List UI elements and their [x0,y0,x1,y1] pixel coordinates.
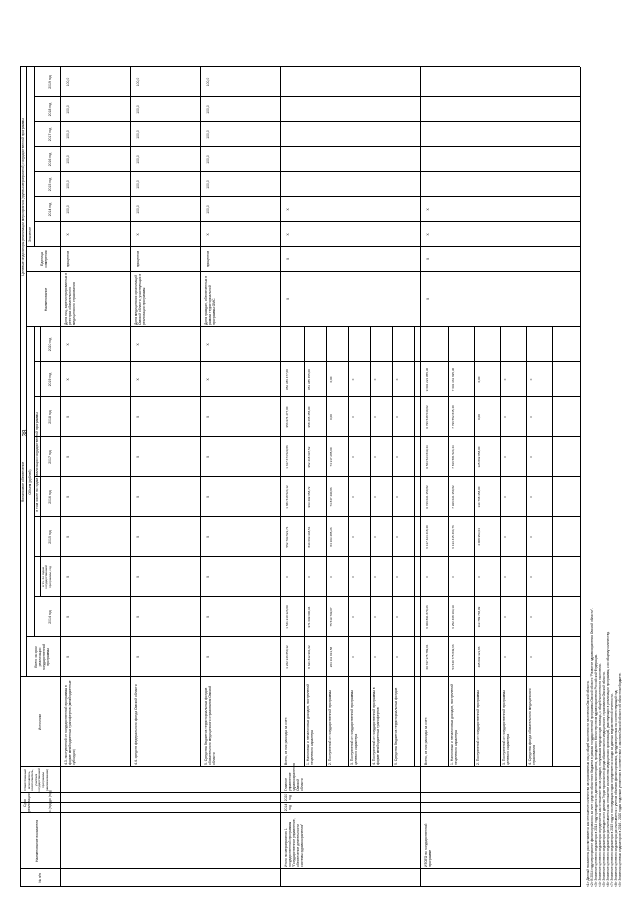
header-ind-year: 2015 год [48,177,52,192]
value-cell: 6 137 424 418,40 [425,525,429,549]
cell-x: X [206,343,210,346]
cell-x: X [426,297,430,301]
cell-x: X [136,535,140,539]
value-cell: 9 691 221 955,30 [425,367,429,392]
header-unit: Единица измерения [40,250,48,268]
cell-x: X [66,343,70,346]
value-cell: X [395,536,399,539]
cell-x: X [206,655,210,659]
value-cell: X [395,576,399,579]
col-line [34,171,580,172]
value-cell: X [503,536,507,539]
value-cell: X [529,616,533,619]
cell-x: X [66,495,70,499]
indicator-unit: процентов [66,250,70,268]
header-year: 2019 год [48,372,52,387]
cell-x: X [66,615,70,619]
row-line [326,327,327,767]
cell-x: X [286,297,290,301]
col-line [26,636,580,637]
cell-x: X [206,415,210,419]
header-target-group: Целевые индикаторы реализации мероприятия (группы мероприятий) государственной программы [21,118,25,276]
value-cell: 7 926 021 350,82 [451,485,455,509]
value-cell: X [373,536,377,539]
header-year: в т.ч. по годам государственной программы, год [41,565,52,589]
cell-x: X [206,575,210,579]
value-cell: X [351,616,355,619]
value-cell: X [503,616,507,619]
indicator-value: 100,0 [206,180,210,189]
header-line-1 [26,67,27,677]
footnote: <1> Данный показатель рассчитывается как отношение количества застрахованных лиц к общей численности населения Омской области. [586,680,590,887]
cell-x: X [206,378,210,381]
row-line [370,327,371,767]
col-line [34,221,580,222]
row-line [448,327,449,767]
value-cell: X [307,576,311,579]
value-cell: X [529,416,533,419]
source-cell: Всего, из них расходы за счет: [424,717,428,765]
col-line [20,676,580,677]
value-cell: 125 862 858,00 [477,446,481,468]
value-cell: 0,00 [329,376,333,383]
value-cell: X [351,576,355,579]
header-base: Значение [28,226,32,243]
indicator-base: X [206,233,210,236]
cell-x: X [286,208,290,211]
cell-x: X [136,455,140,459]
value-cell: 6 409 891 870,26 [425,605,429,629]
source-cell: 4.4. средств федерального фонда Омской области [134,684,138,765]
header-ind-year: 2019 год [48,75,52,89]
value-cell: 69 797 375 789,01 [425,644,429,670]
header-year: 2014 год [48,610,52,624]
value-cell: 9 796 548 540,02 [425,405,429,429]
value-cell: 8 621 812 901,62 [307,645,311,669]
indicator-value: 100,0 [66,205,70,214]
value-cell: X [395,616,399,619]
footnote: <9> Значения целевых индикаторов в 2016 - 2020 годах подлежат уточнению в соответствии с законом Омской области об областном бюджете. [618,672,622,887]
value-cell: X [395,378,399,381]
value-cell: X [503,378,507,381]
header-indicator-name: Наименование [44,287,48,312]
indicator-value: 100,0 [206,105,210,114]
footnote: <6> Значение целевого индикатора рассчитывается как отношение количества медицинских организаций, участвующих в реализации программы, к их общему количеству. [606,631,610,887]
value-cell: 7 691 361 695,30 [451,367,455,392]
table-border-bottom [580,67,581,887]
value-cell: 9 563 524 839,43 [425,445,429,469]
value-cell: X [373,496,377,499]
row-line [200,67,201,767]
row-line [304,327,305,767]
indicator-name: Доля медицинских организаций Омской области, участвующих в реализации программы [134,273,146,325]
value-cell: X [373,656,377,659]
value-cell: 552 793 523,71 [285,526,289,548]
header-by-years: в том числе по годам реализации государственной программы [35,412,39,512]
header-start: с (год) [48,802,52,812]
cell-x: X [206,495,210,499]
source-cell: 1. Налоговых и неналоговых доходов, поступлений нецелевого характера [306,683,314,765]
cell-x: X [426,208,430,211]
indicator-value: 100,0 [206,77,210,87]
source-cell: 3. Поступлений от государственной программы целевого характера [502,690,510,765]
value-cell: X [351,656,355,659]
value-cell: X [503,456,507,459]
source-cell: Всего, из них расходы за счет: [284,717,288,765]
value-cell: X [425,576,429,579]
footnote: <3> Значение целевого индикатора в 2014 году приводится по данным мониторинга, проводимого Министерством здравоохранения Российской Федерации. [594,653,598,887]
indicator-unit: процентов [206,250,210,268]
col-line [20,802,580,803]
totals-1-executor: Главное управление здравоохранения Омской области [284,763,304,791]
header-end: до (год) [48,789,52,802]
cell-x: X [426,257,430,261]
col-line [34,146,580,147]
source-cell: 3. Поступлений от государственной программы целевого характера [350,690,358,765]
source-cell: 4. Средства фонда обязательного медицинского страхования [528,688,536,765]
value-cell: X [329,576,333,579]
footnote: <7> Значение целевого индикатора в 2015 году и последующих годах определяется исходя из данных ведомственной отчетности. [610,693,614,887]
source-cell: 5. Средства бюджетов территориальных фондов обязательного медицинского страхования Омской области [204,685,216,765]
value-cell: 958 465 455,00 [307,406,311,428]
totals-1-from: 2014 год [284,803,292,812]
header-expenses-group: Объем (рублей) [28,469,32,495]
col-line [34,196,580,197]
value-cell: 952 418 697,52 [307,446,311,468]
value-cell: 952 386 477,00 [285,369,289,390]
indicator-value: 100,0 [206,130,210,139]
value-cell: 54 540 775 849,66 [451,644,455,670]
cell-x: X [136,575,140,579]
row-line [552,327,553,767]
col-line [34,121,580,122]
value-cell: X [351,496,355,499]
cell-x: X [66,535,70,539]
cell-x: X [206,615,210,619]
value-cell: 203 111 013,58 [329,646,333,668]
value-cell: X [395,496,399,499]
indicator-name: Доля лиц, зарегистрированных в реестрах обязательного медицинского страхования [64,272,76,325]
value-cell: 1 681 518 524,12 [285,485,289,509]
value-cell: X [529,456,533,459]
cell-x: X [136,495,140,499]
value-cell: 6 252 468 103,19 [451,605,455,629]
value-cell: 0,00 [477,376,481,383]
indicator-value: 100,0 [66,77,70,87]
section-line [280,67,281,887]
value-cell: 3 262 346 850,32 [285,645,289,669]
indicator-value: 100,0 [206,205,210,214]
value-cell: 75 519 799,07 [329,607,333,627]
col-line [26,326,580,327]
row-line [348,327,349,767]
source-cell: 4.3. поступлений от государственной программы в форме межбюджетных трансфертов (межбюджетные субсидии) [64,680,76,765]
cell-x: X [286,257,290,261]
totals-1-to: 2020 год [284,793,292,802]
row-line [392,327,393,767]
totals-2-label: ИТОГО по государственной программе [424,823,432,867]
value-cell: 7 796 552 845,40 [451,405,455,429]
header-line-4 [34,67,35,247]
cell-x: X [136,655,140,659]
indicator-base: X [66,233,70,236]
source-cell: 1. Налоговых и неналоговых доходов, поступлений нецелевого характера [450,683,458,765]
value-cell: X [451,576,455,579]
indicator-unit: процентов [136,250,140,268]
value-cell: 113 789 768,09 [477,606,481,628]
header-ind-year: 2016 год [48,152,52,167]
value-cell: X [285,576,289,579]
table-border-right [20,66,580,67]
header-total: Всего за срок реализации государственной программы [34,643,50,671]
value-cell: X [395,656,399,659]
col-line [20,792,580,793]
cell-x: X [136,378,140,381]
totals-1-label: Итого по мероприятию 1 государственной программы "Государственное управление, обеспечение деятельности системы здравоохранения" [284,818,304,867]
header-year: 2017 год [48,450,52,464]
row-line [414,327,415,767]
col-line [20,766,580,767]
value-cell: X [529,496,533,499]
value-cell: X [529,656,533,659]
cell-x: X [66,575,70,579]
indicator-value: 100,0 [136,77,140,87]
page-number: 38 [22,429,29,437]
value-cell: X [529,378,533,381]
indicator-value: 100,0 [136,205,140,214]
header-executor: Ответственный исполнитель, соисполнитель, участник государственной программы (наименование) [23,768,49,792]
value-cell: 495 092 323,86 [477,646,481,668]
header-ind-year: 2018 год [48,102,52,117]
footnote: <5> Значение целевого индикатора приводится по данным Территориального фонда обязательного медицинского страхования Омской области. [602,671,606,887]
value-cell: 951 385 455,00 [307,369,311,390]
header-year: 2016 год [48,490,52,504]
value-cell: 834 663 348,51 [307,526,311,548]
value-cell: X [351,416,355,419]
value-cell: 971 699 600,94 [307,606,311,628]
value-cell: X [373,616,377,619]
indicator-value: 100,0 [136,180,140,189]
value-cell: X [351,536,355,539]
col-line [34,96,580,97]
row-line [526,327,527,767]
indicator-value: 100,0 [136,155,140,164]
source-cell: 2. Поступлений от государственной программы [476,690,480,765]
header-year: 2015 год [48,530,52,544]
cell-x: X [136,415,140,419]
footnote: <2> В 2014 году мероприятие финансировалось за счет средств областного бюджета в рамках государственной программы Омской области "Развитие здравоохранения Омской области". [590,608,594,887]
value-cell: X [351,378,355,381]
value-cell: 0,00 [477,414,481,420]
col-line [20,868,580,869]
value-cell: X [395,416,399,419]
value-cell: 1 541 210 326,09 [285,605,289,629]
header-num: № п/п [38,873,42,883]
header-period: Срок реализации [23,793,31,812]
header-bottom-line [60,67,61,887]
source-cell: 4. Поступлений от государственной программы в форме межбюджетных трансфертов [372,687,380,765]
indicator-value: 100,0 [66,130,70,139]
value-cell: X [503,656,507,659]
value-cell: X [373,576,377,579]
cell-x: X [66,455,70,459]
value-cell: X [503,576,507,579]
value-cell: X [351,456,355,459]
table-border-left [20,886,580,887]
cell-x: X [66,655,70,659]
section-line [420,67,421,887]
value-cell: X [395,456,399,459]
row-line [500,327,501,767]
value-cell: 0,00 [329,414,333,420]
header-ind-year: 2014 год [48,202,52,217]
indicator-value: 100,0 [136,130,140,139]
cell-x: X [426,233,430,236]
header-year: 2020 год [48,337,52,352]
value-cell: X [477,576,481,579]
value-cell: X [373,378,377,381]
indicator-name: Доля граждан, обеспеченных в рамках территориальной программы ОМС [204,275,216,325]
cell-x: X [286,233,290,236]
indicator-value: 100,0 [206,155,210,164]
indicator-value: 100,0 [66,105,70,114]
value-cell: X [529,576,533,579]
indicator-value: 100,0 [66,155,70,164]
value-cell: 6 133 415 464,76 [451,525,455,549]
value-cell: X [503,496,507,499]
source-cell: 2. Поступлений от государственной программы [328,690,332,765]
cell-x: X [206,535,210,539]
value-cell: X [373,416,377,419]
value-cell: 963 492 658,72 [307,486,311,508]
header-name: Наименование показателя [35,819,39,863]
value-cell: 73 847 490,86 [329,487,333,507]
value-cell: 134 768 358,00 [477,486,481,508]
value-cell: 84 103 485,26 [329,527,333,547]
value-cell: 74 317 285,00 [329,447,333,467]
col-line [20,812,580,813]
value-cell: 4 008 953,64 [477,528,481,546]
cell-x: X [66,378,70,381]
footnote: <4> Значение целевого индикатора определяется как отношение числа граждан, получивших медицинскую помощь, к общей численности населения. [598,663,602,887]
header-fin-group: Финансовое обеспечение [21,461,25,503]
col-line [26,246,580,247]
cell-x: X [66,415,70,419]
indicator-value: 100,0 [136,105,140,114]
footnote: <8> Значение целевого индикатора рассчитывается с учетом объемов финансирования, предусмотренных на соответствующий год. [614,689,618,887]
value-cell: X [503,416,507,419]
cell-x: X [206,455,210,459]
header-year: 2018 год [48,410,52,424]
cell-x: X [136,343,140,346]
cell-x: X [136,615,140,619]
header-ind-year: 2017 год [48,127,52,142]
value-cell: 9 726 021 350,82 [425,485,429,509]
source-cell: 5. Средства бюджетов территориальных фондов [394,687,398,765]
rotated-table-sheet [20,17,620,887]
value-cell: 956 974 477,00 [285,406,289,428]
value-cell: 1 617 674 529,86 [285,445,289,469]
indicator-base: X [136,233,140,236]
value-cell: X [373,456,377,459]
value-cell: X [529,536,533,539]
header-sources: Источники [38,713,42,731]
row-line [130,67,131,767]
col-line [26,271,580,272]
value-cell: 7 816 581 524,43 [451,445,455,469]
row-line [474,327,475,767]
indicator-value: 100,0 [66,180,70,189]
